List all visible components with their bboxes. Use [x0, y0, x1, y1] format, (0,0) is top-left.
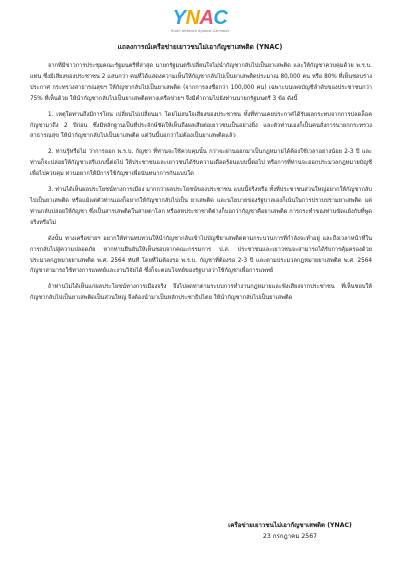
ynac-logo	[170, 8, 230, 40]
signature-date: 23 กรกฎาคม 2567	[262, 533, 318, 540]
statement-body	[30, 61, 372, 309]
logo-letter-c: C	[213, 7, 228, 29]
logo-subtitle: Youth Network Against Cannabis	[170, 29, 230, 33]
signature-organization: เครือข่ายเยาวชนไม่เอากัญชาเสพติด (YNAC)	[228, 522, 352, 529]
question-1-paragraph: 1. เหตุใดท่านถึงมีการโยน เปลี่ยนไปเปลี่ยนมา โดยไม่สนใจเสียงของประชาชน ทั้งที่ท่านเคยประกาศได้รับผลกระทบจากการปลดล็อคกัญชามาถึง 2 ปีก่อน ซึ่งมีหลักฐานเป็นที่ประจักษ์ชัดให้เห็นถึงผลเสียต่อเยาวชนเป็นอย่างยิ่ง และตัวท่านเองก็เป็นคนสั่งการนายกกระทรวงสาธารณสุข ให้นำกัญชากลับไปเป็นยาเสพติด แต่วันนี้บอกว่าไม่ต้องเป็นยาเสพติดแล้ว	[30, 111, 372, 140]
closing-paragraph: ถ้าท่านไม่ได้เห็นแก่ผลประโยชน์ทางการเมืองจริง จึงไปลดท่าตามระบบการทำงานกฎหมายและฟังเสียงจากประชาชน ที่เห็นชอบให้กัญชากลับไปเป็นยาเสพติดเป็นส่วนใหญ่ จึงต้องนำมาเป็นหลักประชาธิปไตย ให้นำกัญชากลับไปเป็นยาเสพติด	[30, 284, 372, 302]
request-paragraph: ดังนั้น ทางเครือข่ายฯ อยากให้ท่านทบทวนให้นำกัญชากลับเข้าไปบัญชียาเสพติดตามกระบวนการที่กำลังจะทำอยู่ และถึงเวลาหน้าที่ในการกลับไปสู่ความปลอดภัย หากท่านยืนยันให้เห็นชอบจากคณะกรรมการ ป.ส. ประชาชนและเยาวชนจะสามารถได้รับการคุ้มครองด้วยประมวลกฎหมายยาเสพติด พ.ศ. 2564 ทันที โดยที่ไม่ต้องรอ พ.ร.บ. กัญชาที่ต้องรอ 2-3 ปี และตามประมวลกฎหมายยาเสพติด พ.ศ. 2564 กัญชาสามารถใช้ทางการแพทย์และงานวิจัยได้ ซึ่งก็จะตอบโจทย์ของรัฐบาลว่าใช้กัญชาเพื่อการแพทย์	[30, 235, 372, 275]
logo-letter-a: A	[199, 7, 214, 29]
intro-paragraph: จากที่มีข่าวการประชุมคณะรัฐมนตรีที่ล่าสุด นายกรัฐมนตรีเปลี่ยนใจไม่นำกัญชากลับไปเป็นยาเสพติด และให้กัญชาควบคุมด้วย พ.ร.บ. แทน ซึ่งมีเสียงของประชาชน 2 แสนกว่า คนที่ได้แสดงความเห็นให้กัญชากลับไปเป็นยาเสพติดประมาณ 80,000 คน หรือ 80% ที่เห็นชอบร่างประกาศ กระทรวงสาธารณสุขฯ ให้กัญชากลับไปเป็นยาเสพติด (จากการลงชื่อกว่า 100,000 คน) เฉพาะบนเพจบัญชีลำดับของประชาชนกว่า 75% ที่เห็นด้วย ให้นำกัญชากลับไปเป็นยาเสพติดทางเครือข่ายฯ จึงมีคำถามไปยังท่านนายกรัฐมนตรี 3 ข้อ ดังนี้	[30, 63, 372, 102]
logo-letter-y: Y	[172, 7, 186, 29]
logo-letter-n: N	[185, 7, 200, 29]
signature-block	[190, 520, 390, 542]
statement-title: แถลงการณ์เครือข่ายเยาวชนไม่เอากัญชาเสพติด (YNAC)	[117, 43, 283, 51]
question-2-paragraph: 2. ท่านรู้หรือไม่ ว่าการออก พ.ร.บ. กัญชา ที่ท่านจะใช้ควบคุมนั้น กว่าจะผ่านออกมาเป็นกฎหมายได้ต้องใช้เวลาอย่างน้อย 2-3 ปี และท่านก็จะปล่อยให้กัญชาเสรีแบบนี้ต่อไป ให้ประชาชนและเยาวชนได้รับความเดือดร้อนแบบนี้ต่อไป หรือการที่ท่านจะออกประมวลกฎหมายบัญชีเพื่อไปควบคุม ท่านอยากให้มีการใช้กัญชาเพื่อนันทนาการกันแบบใด	[30, 149, 372, 178]
question-3-paragraph: 3. ท่านได้เห็นผลประโยชน์ทางการเมือง มากกว่าผลประโยชน์ของประชาชน แบบนี้จริงหรือ ทั้งที่ประชาชนส่วนใหญ่อยากให้กัญชากลับไปเป็นยาเสพติด หรือแม้แต่ตัวท่านเองก็อยากให้กัญชากลับไปเป็น ยาเสพติด และนโยบายของรัฐบาลเองก็เน้นในการปราบปรามยาเสพติด แต่ท่านกลับปล่อยให้กัญชา ซึ่งเป็นสารเสพติดในสายตาโลก หรือสหประชาชาติต่างก็บอกว่ากัญชาคือยาเสพติด การกระทำของท่านขัดแย้งกับที่พูดจริงหรือไม่	[30, 187, 372, 226]
logo-mark	[170, 8, 230, 28]
